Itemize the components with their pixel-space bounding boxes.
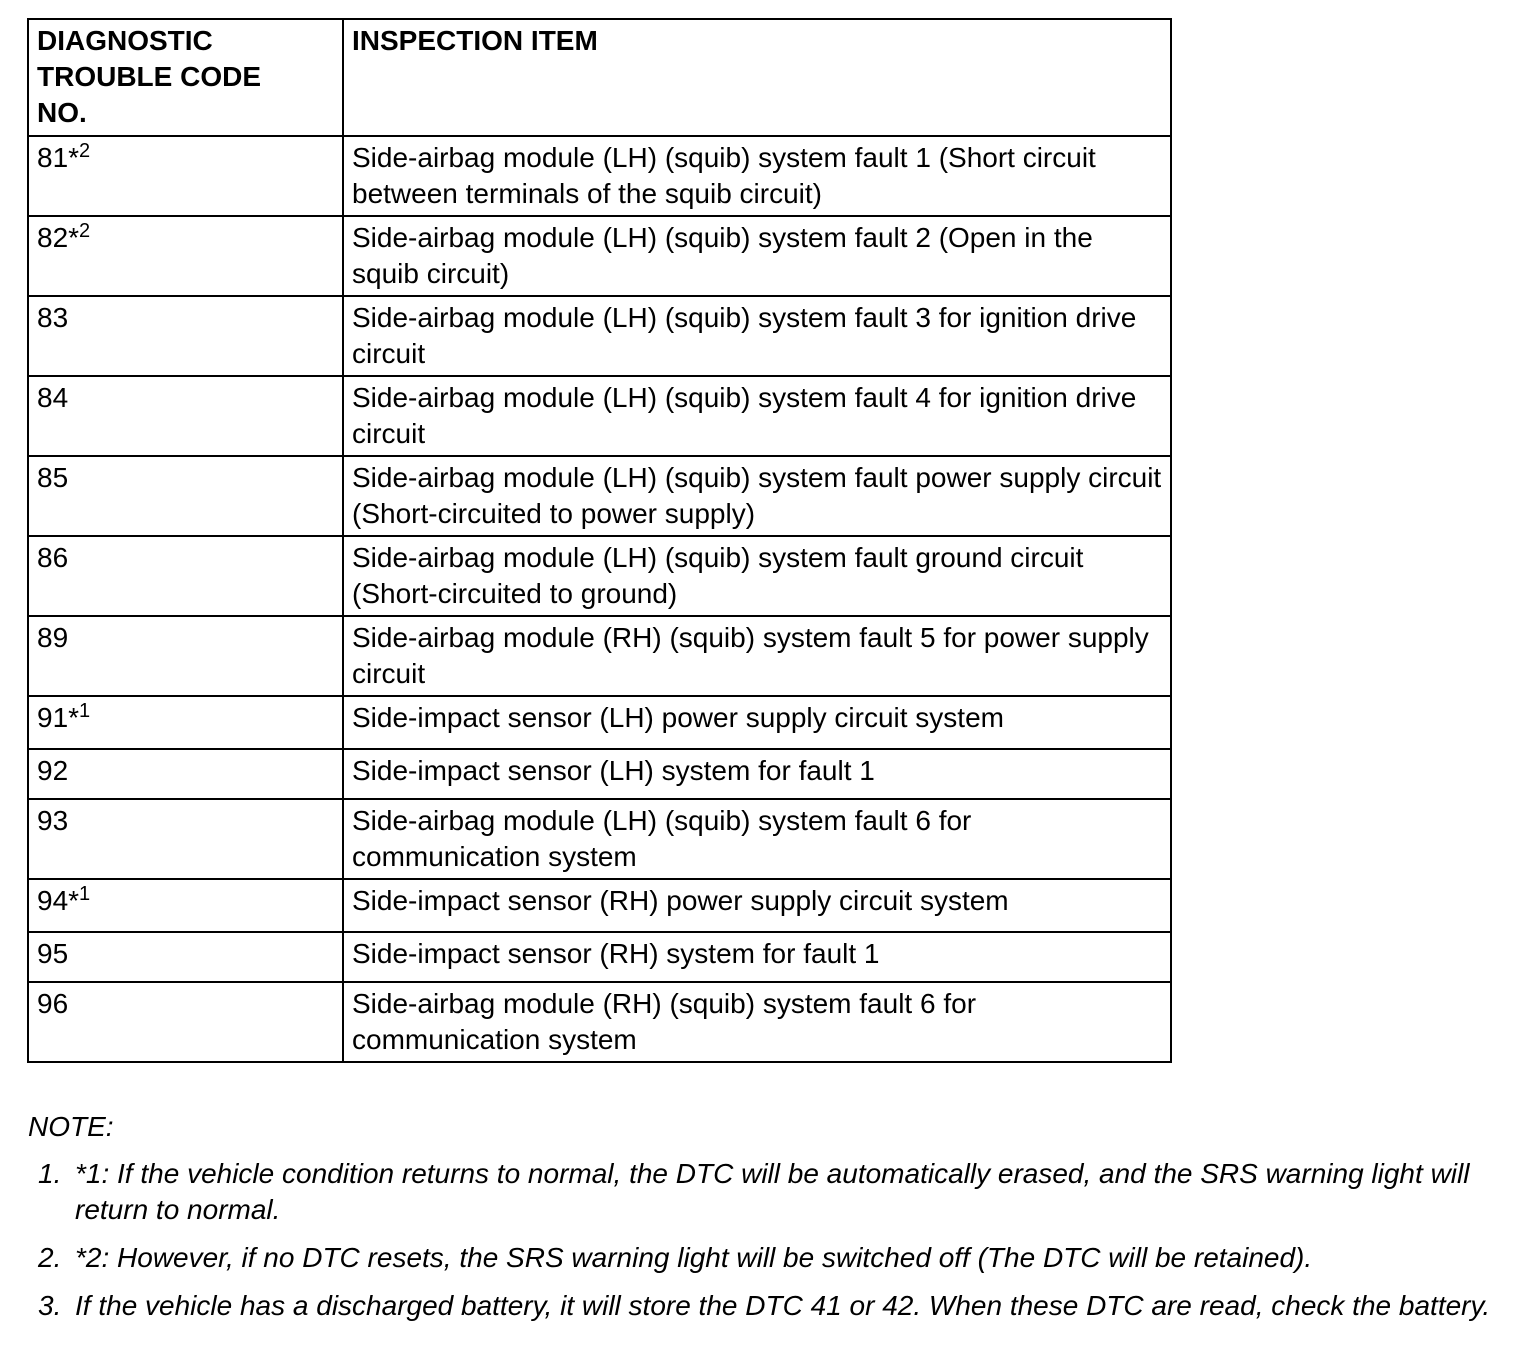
- note-title: NOTE:: [28, 1111, 114, 1142]
- inspection-item-cell: Side-airbag module (RH) (squib) system fault 6 for communication system: [343, 982, 1171, 1062]
- header-code: DIAGNOSTIC TROUBLE CODE NO.: [28, 19, 343, 136]
- note-section: [28, 1109, 1518, 1336]
- table-row: [28, 982, 1171, 1062]
- note-list: [28, 1156, 1518, 1324]
- inspection-item-cell: Side-airbag module (LH) (squib) system fault ground circuit (Short-circuited to ground): [343, 536, 1171, 616]
- code-cell: 92: [28, 749, 343, 799]
- table-row: [28, 696, 1171, 749]
- code-cell: 82*$^2$: [28, 216, 343, 296]
- table-row: [28, 879, 1171, 932]
- table-row: [28, 749, 1171, 799]
- code-cell: 84: [28, 376, 343, 456]
- note-number: 2.: [38, 1242, 62, 1273]
- table-row: [28, 216, 1171, 296]
- note-number: 1.: [38, 1158, 62, 1189]
- note-text: *1: If the vehicle condition returns to normal, the DTC will be automatically erased, and the SRS warning light will return to normal.: [75, 1158, 1470, 1225]
- table-row: [28, 376, 1171, 456]
- code-cell: 96: [28, 982, 343, 1062]
- note-item: [28, 1240, 1518, 1276]
- code-cell: 85: [28, 456, 343, 536]
- code-cell: 83: [28, 296, 343, 376]
- table-row: [28, 616, 1171, 696]
- table-row: [28, 136, 1171, 216]
- inspection-item-cell: Side-impact sensor (LH) power supply circuit system: [343, 696, 1171, 749]
- table-row: [28, 799, 1171, 879]
- inspection-item-cell: Side-airbag module (LH) (squib) system fault 1 (Short circuit between terminals of the squib circuit): [343, 136, 1171, 216]
- note-text: *2: However, if no DTC resets, the SRS warning light will be switched off (The DTC will be retained).: [75, 1242, 1313, 1273]
- table-header-row: [28, 19, 1171, 136]
- table-row: [28, 296, 1171, 376]
- table-row: [28, 536, 1171, 616]
- dtc-table: [27, 18, 1172, 1063]
- table-row: [28, 932, 1171, 982]
- note-text: If the vehicle has a discharged battery, it will store the DTC 41 or 42. When these DTC are read, check the battery.: [75, 1290, 1491, 1321]
- inspection-item-cell: Side-impact sensor (RH) system for fault 1: [343, 932, 1171, 982]
- note-number: 3.: [38, 1290, 62, 1321]
- code-cell: 93: [28, 799, 343, 879]
- code-cell: 94*$^1$: [28, 879, 343, 932]
- inspection-item-cell: Side-airbag module (LH) (squib) system fault 2 (Open in the squib circuit): [343, 216, 1171, 296]
- inspection-item-cell: Side-airbag module (RH) (squib) system fault 5 for power supply circuit: [343, 616, 1171, 696]
- note-item: [28, 1288, 1518, 1324]
- inspection-item-cell: Side-impact sensor (RH) power supply circuit system: [343, 879, 1171, 932]
- note-item: [28, 1156, 1518, 1228]
- code-cell: 91*$^1$: [28, 696, 343, 749]
- table-row: [28, 456, 1171, 536]
- inspection-item-cell: Side-airbag module (LH) (squib) system fault 3 for ignition drive circuit: [343, 296, 1171, 376]
- code-cell: 89: [28, 616, 343, 696]
- header-inspection-item: INSPECTION ITEM: [343, 19, 1171, 136]
- inspection-item-cell: Side-airbag module (LH) (squib) system fault 6 for communication system: [343, 799, 1171, 879]
- inspection-item-cell: Side-impact sensor (LH) system for fault 1: [343, 749, 1171, 799]
- code-cell: 86: [28, 536, 343, 616]
- code-cell: 81*$^2$: [28, 136, 343, 216]
- code-cell: 95: [28, 932, 343, 982]
- inspection-item-cell: Side-airbag module (LH) (squib) system fault 4 for ignition drive circuit: [343, 376, 1171, 456]
- inspection-item-cell: Side-airbag module (LH) (squib) system fault power supply circuit (Short-circuited to power supply): [343, 456, 1171, 536]
